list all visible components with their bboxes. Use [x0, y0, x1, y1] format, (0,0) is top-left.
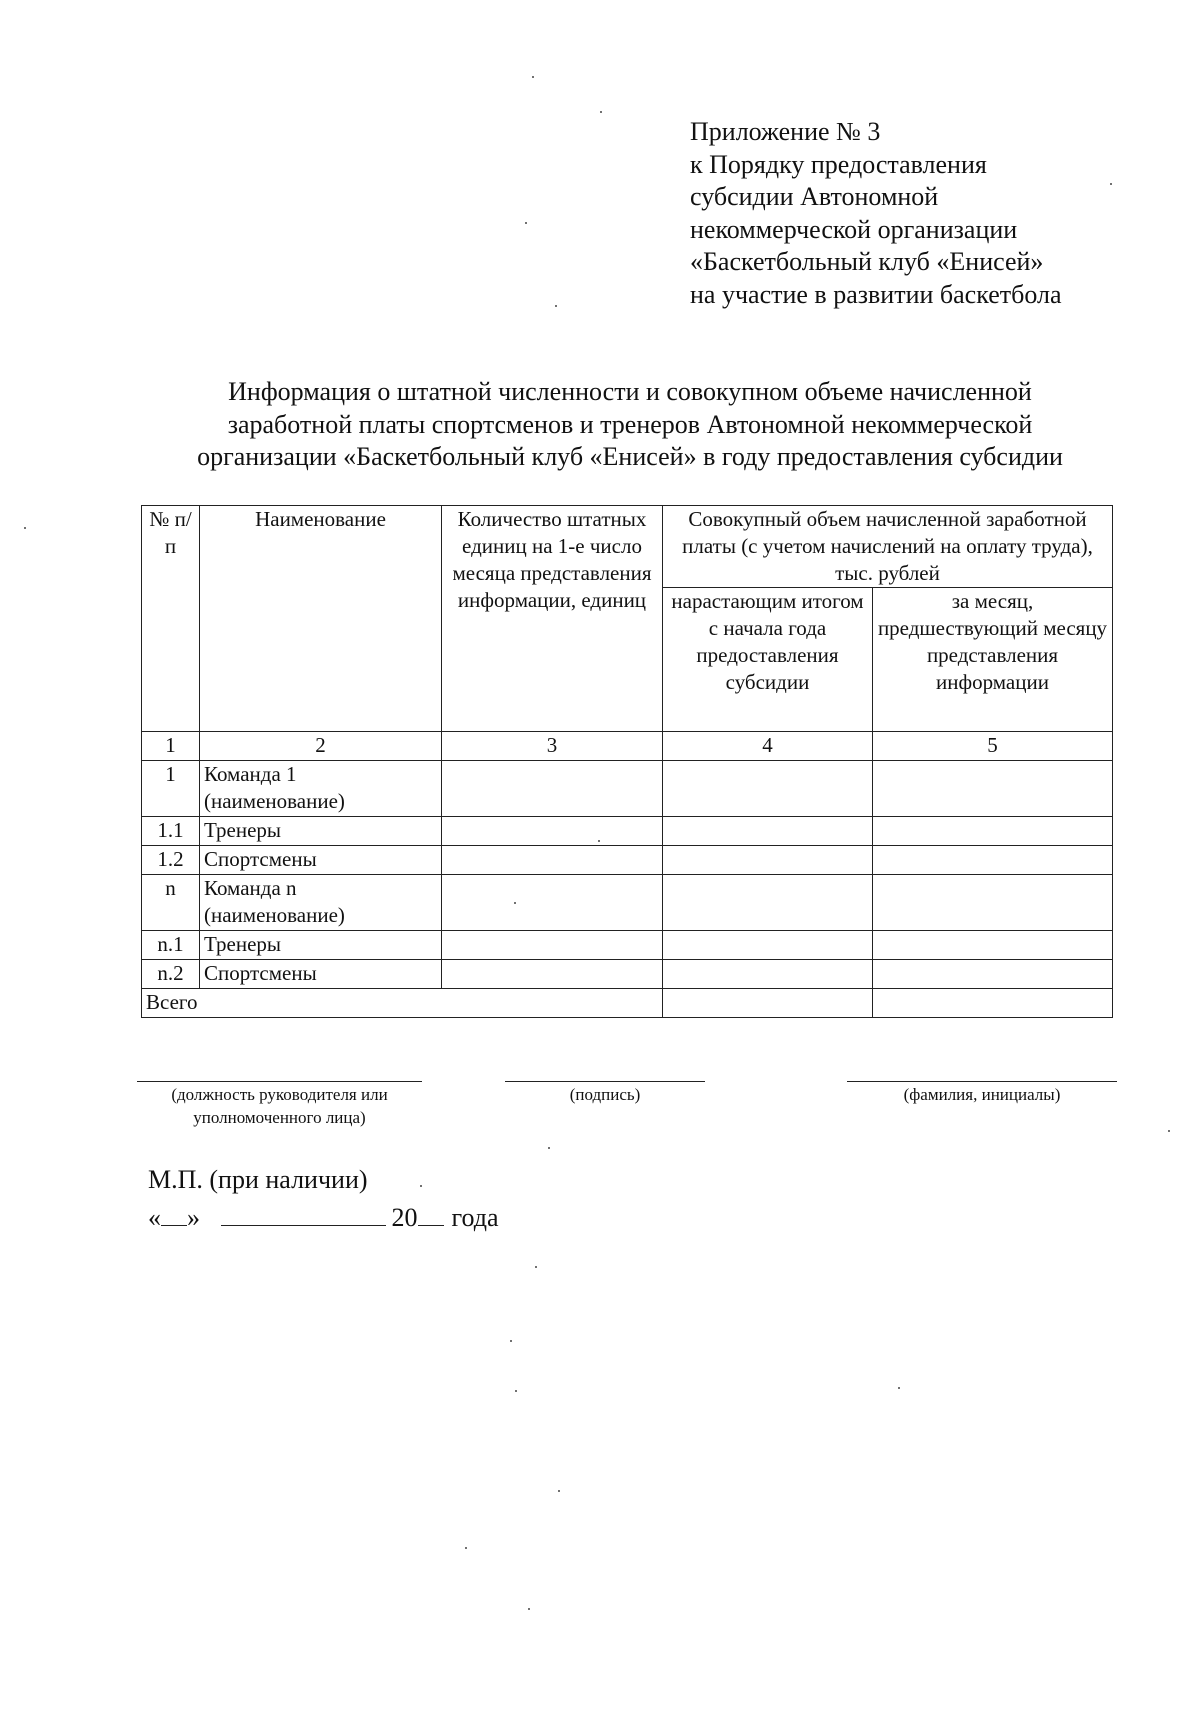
scan-speck: [420, 1185, 422, 1187]
cell-count: [442, 960, 663, 989]
scan-speck: [514, 902, 516, 904]
table-row: [142, 761, 1113, 817]
cell-monthly: [873, 960, 1113, 989]
position-caption-line: уполномоченного лица): [193, 1108, 366, 1127]
year-blank: [418, 1199, 444, 1226]
row-number: n.2: [142, 960, 200, 989]
scan-speck: [532, 76, 534, 78]
total-label: Всего: [142, 989, 663, 1018]
row-name: Команда 1 (наименование): [200, 761, 442, 817]
header-num: № п/п: [142, 506, 200, 732]
cell-cumulative: [663, 960, 873, 989]
year-prefix: 20: [391, 1203, 418, 1232]
scan-speck: [525, 222, 527, 224]
header-total-pay: Совокупный объем начисленной заработной платы (с учетом начислений на оплату труда), тыс. рублей: [663, 506, 1113, 588]
cell-monthly: [873, 875, 1113, 931]
scan-speck: [535, 1266, 537, 1268]
cell-cumulative: [663, 846, 873, 875]
staff-salary-table: [141, 505, 1113, 1018]
date-open-quote: «: [148, 1203, 161, 1232]
header-monthly: за месяц, предшествующий месяцу представления информации: [873, 588, 1113, 732]
scan-speck: [600, 111, 602, 113]
row-number: 1.1: [142, 817, 200, 846]
cell-monthly: [873, 817, 1113, 846]
name-caption: (фамилия, инициалы): [903, 1085, 1061, 1104]
column-number: 2: [200, 732, 442, 761]
date-close-quote: »: [187, 1203, 200, 1232]
scan-speck: [558, 1490, 560, 1492]
cell-monthly: [873, 846, 1113, 875]
document-title: [120, 376, 1140, 474]
column-number: 1: [142, 732, 200, 761]
title-line: организации «Баскетбольный клуб «Енисей» в году предоставления субсидии: [197, 442, 1063, 471]
position-caption: [137, 1083, 422, 1129]
signature-caption: (подпись): [569, 1085, 641, 1104]
cell-monthly: [873, 761, 1113, 817]
header-name: Наименование: [200, 506, 442, 732]
row-number: n.1: [142, 931, 200, 960]
row-name: Команда n (наименование): [200, 875, 442, 931]
row-name: Спортсмены: [200, 846, 442, 875]
cell-count: [442, 846, 663, 875]
cell-cumulative: [663, 931, 873, 960]
table-header-row: [142, 506, 1113, 588]
title-line: заработной платы спортсменов и тренеров Автономной некоммерческой: [227, 409, 1033, 439]
month-blank: [221, 1199, 386, 1226]
header-count: Количество штатных единиц на 1-е число месяца представления информации, единиц: [442, 506, 663, 732]
cell-cumulative: [663, 817, 873, 846]
table-row: [142, 875, 1113, 931]
row-number: 1: [142, 761, 200, 817]
cell-count: [442, 761, 663, 817]
appendix-line: на участие в развитии баскетбола: [690, 279, 1062, 309]
scan-speck: [598, 840, 600, 842]
total-row: [142, 989, 1113, 1018]
appendix-line: некоммерческой организации: [690, 214, 1018, 244]
row-number: n: [142, 875, 200, 931]
position-signature-line: [137, 1081, 422, 1082]
column-numbers-row: [142, 732, 1113, 761]
header-cumulative: нарастающим итогом с начала года предоставления субсидии: [663, 588, 873, 732]
table-row: [142, 817, 1113, 846]
total-monthly: [873, 989, 1113, 1018]
row-number: 1.2: [142, 846, 200, 875]
column-number: 3: [442, 732, 663, 761]
table-row: [142, 846, 1113, 875]
row-name: Тренеры: [200, 931, 442, 960]
scan-speck: [515, 1390, 517, 1392]
cell-count: [442, 875, 663, 931]
scan-speck: [898, 1387, 900, 1389]
appendix-line: Приложение № 3: [690, 117, 881, 146]
day-blank: [161, 1199, 187, 1226]
cell-cumulative: [663, 761, 873, 817]
scan-speck: [528, 1608, 530, 1610]
cell-count: [442, 817, 663, 846]
title-line: Информация о штатной численности и совокупном объеме начисленной: [228, 377, 1032, 406]
appendix-line: к Порядку предоставления: [690, 149, 987, 179]
row-name: Тренеры: [200, 817, 442, 846]
signature-line: [505, 1081, 705, 1082]
appendix-header: [690, 116, 1170, 311]
scan-speck: [548, 1147, 550, 1149]
scan-speck: [465, 1547, 467, 1549]
appendix-line: «Баскетбольный клуб «Енисей»: [690, 247, 1044, 276]
total-cumulative: [663, 989, 873, 1018]
cell-cumulative: [663, 875, 873, 931]
cell-count: [442, 931, 663, 960]
scan-speck: [24, 527, 26, 529]
stamp-label: М.П. (при наличии): [148, 1165, 368, 1194]
scan-speck: [1110, 183, 1112, 185]
scan-speck: [555, 305, 557, 307]
position-caption-line: (должность руководителя или: [171, 1085, 388, 1104]
date-line: [148, 1199, 499, 1235]
cell-monthly: [873, 931, 1113, 960]
row-name: Спортсмены: [200, 960, 442, 989]
appendix-line: субсидии Автономной: [690, 182, 939, 211]
year-suffix: года: [451, 1203, 499, 1232]
scan-speck: [510, 1340, 512, 1342]
column-number: 5: [873, 732, 1113, 761]
name-signature-line: [847, 1081, 1117, 1082]
scan-speck: [1168, 1130, 1170, 1132]
table-row: [142, 960, 1113, 989]
table-row: [142, 931, 1113, 960]
column-number: 4: [663, 732, 873, 761]
